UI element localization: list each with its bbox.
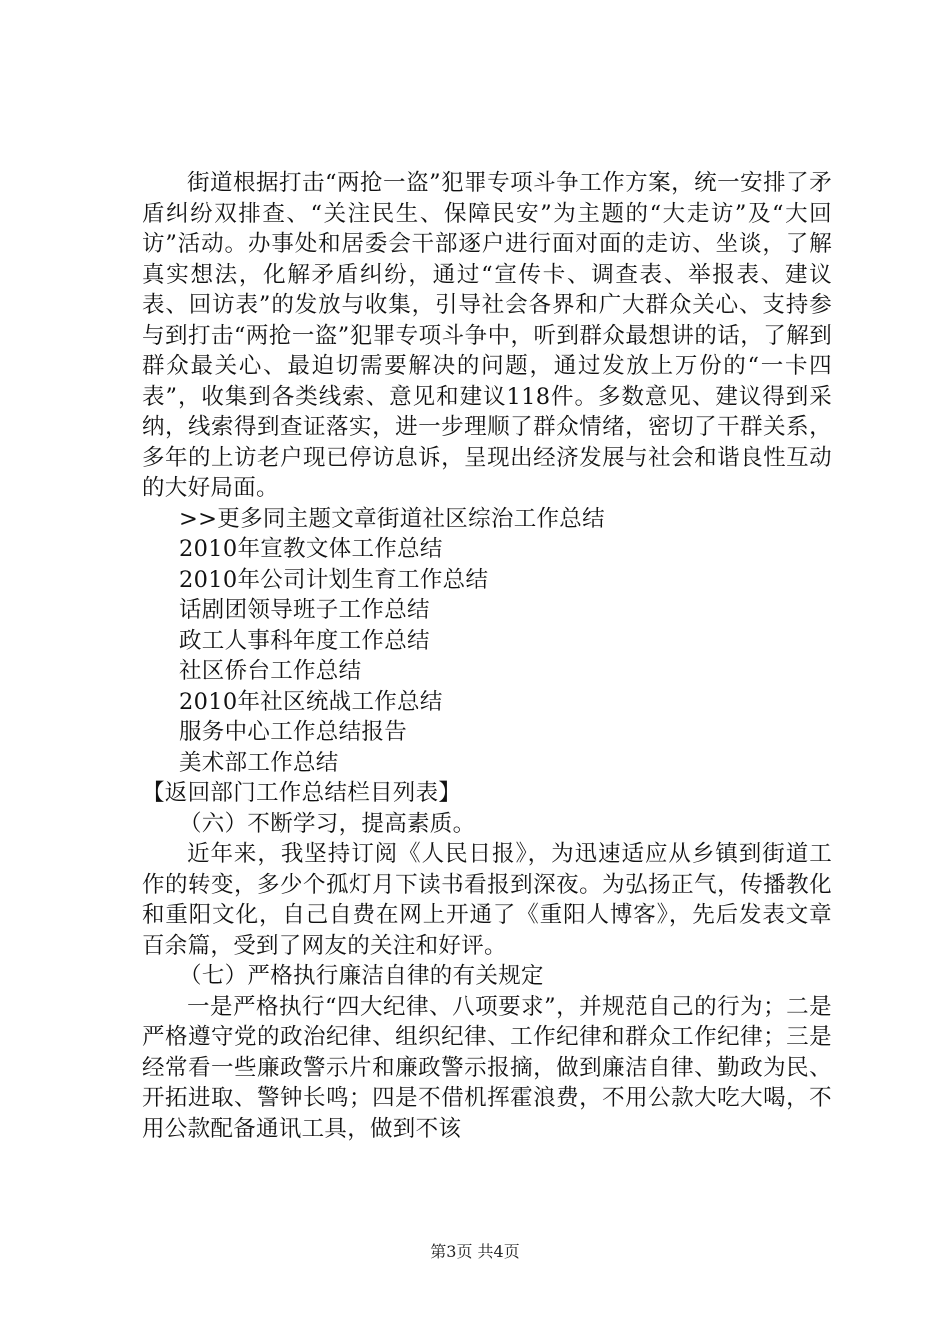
related-article-link[interactable]: 话剧团领导班子工作总结 — [179, 597, 430, 623]
related-article-link[interactable]: 服务中心工作总结报告 — [179, 719, 408, 745]
related-article-link[interactable]: 社区侨台工作总结 — [179, 658, 362, 684]
related-article-link[interactable]: 2010年公司计划生育工作总结 — [179, 566, 489, 593]
back-to-list-link[interactable]: 【返回部门工作总结栏目列表】 — [142, 780, 462, 806]
related-article-link[interactable]: 2010年社区统战工作总结 — [179, 688, 443, 715]
section-heading-6: （六）不断学习，提高素质。 — [179, 810, 476, 837]
paragraph-study: 近年来，我坚持订阅《人民日报》，为迅速适应从乡镇到街道工作的转变，多少个孤灯月下读书看报到深夜。为弘扬正气，传播教化和重阳文化，自己自费在网上开通了《重阳人博客》，先后发表文章百余篇，受到了网友的关注和好评。 — [142, 841, 832, 959]
related-article-link[interactable]: 政工人事科年度工作总结 — [179, 627, 430, 654]
paragraph-street-campaign: 街道根据打击“两抢一盗”犯罪专项斗争工作方案，统一安排了矛盾纠纷双排查、“关注民生、保障民安”为主题的“大走访”及“大回访”活动。办事处和居委会干部逐户进行面对面的走访、坐谈，了解真实想法，化解矛盾纠纷，通过“宣传卡、调查表、举报表、建议表、回访表”的发放与收集，引导社会各界和广大群众关心、支持参与到打击“两抢一盗”犯罪专项斗争中，听到群众最想讲的话，了解到群众最关心、最迫切需要解决的问题，通过发放上万份的“一卡四表”，收集到各类线索、意见和建议118件。多数意见、建议得到采纳，线索得到查证落实，进一步理顺了群众情绪，密切了干群关系，多年的上访老户现已停访息诉，呈现出经济发展与社会和谐良性互动的大好局面。 — [142, 170, 832, 501]
page-footer: 第3页 共4页 — [430, 1242, 520, 1261]
paragraph-integrity: 一是严格执行“四大纪律、八项要求”，并规范自己的行为；二是严格遵守党的政治纪律、组织纪律、工作纪律和群众工作纪律；三是经常看一些廉政警示片和廉政警示报摘，做到廉洁自律、勤政为民、开拓进取、警钟长鸣；四是不借机挥霍浪费，不用公款大吃大喝，不用公款配备通讯工具，做到不该 — [142, 993, 832, 1142]
more-articles-link[interactable]: >>更多同主题文章街道社区综治工作总结 — [179, 505, 605, 532]
related-article-link[interactable]: 2010年宣教文体工作总结 — [179, 536, 443, 562]
related-article-link[interactable]: 美术部工作总结 — [179, 749, 339, 776]
document-body — [142, 168, 832, 1144]
section-heading-7: （七）严格执行廉洁自律的有关规定 — [179, 963, 544, 989]
